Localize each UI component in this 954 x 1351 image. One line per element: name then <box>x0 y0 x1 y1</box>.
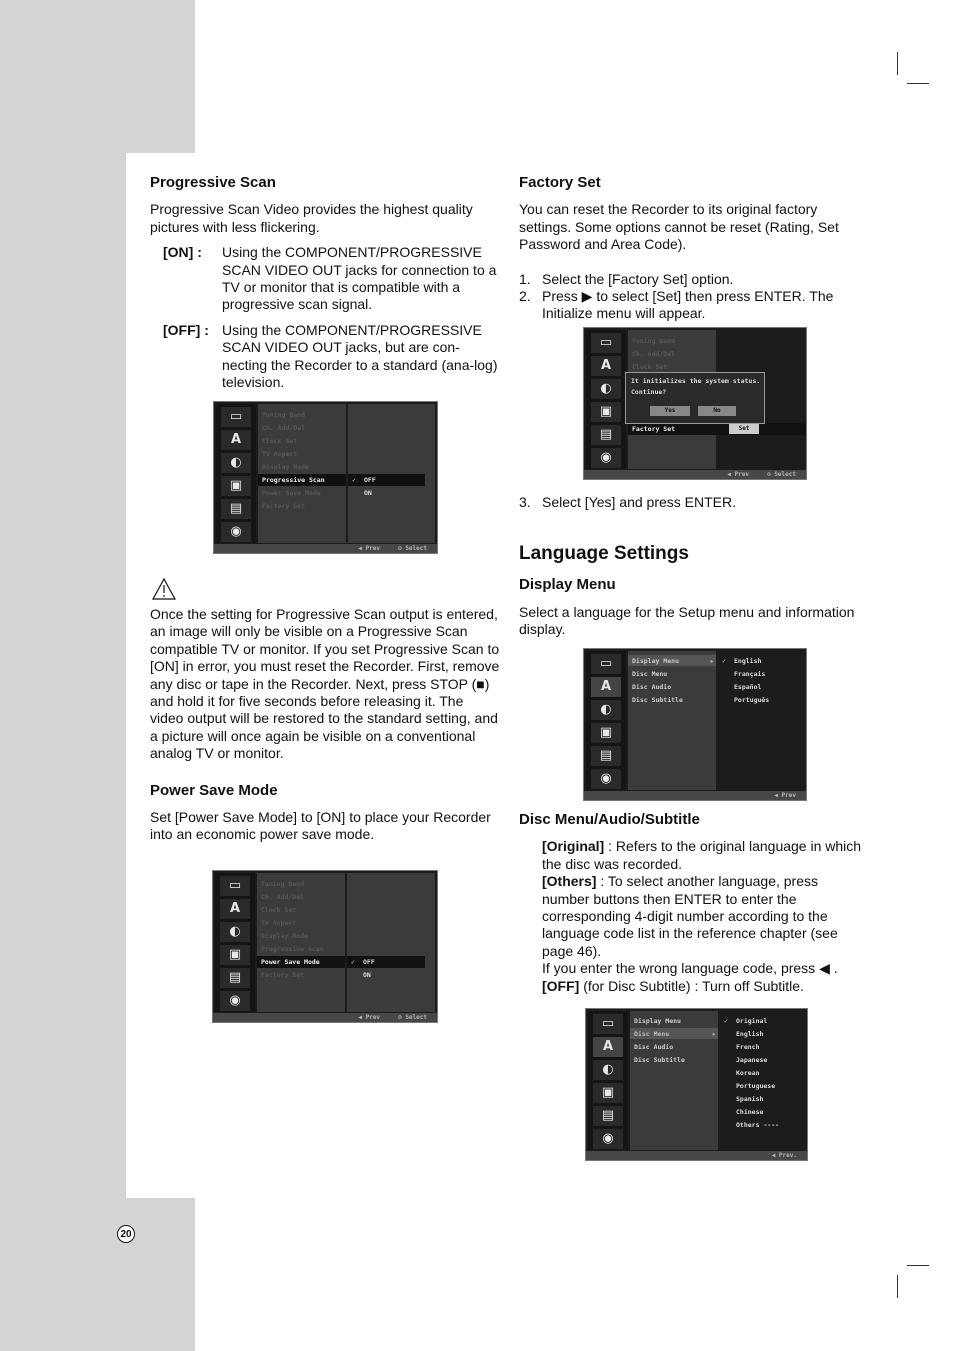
menu-item: Display Mode <box>262 463 309 471</box>
margin-band-bottom <box>0 1198 195 1351</box>
check-icon: ✓ <box>724 1017 728 1025</box>
highlight-bar <box>347 956 425 968</box>
power-save-text: Set [Power Save Mode] to [ON] to place your Recorder into an economic power save mode. <box>150 809 491 843</box>
lock-icon: ▣ <box>220 945 250 965</box>
language-icon: A <box>593 1037 623 1057</box>
no-button: No <box>698 406 736 416</box>
check-icon: ✓ <box>352 476 356 484</box>
wrong-code-note: If you enter the wrong language code, press ◀ . <box>542 960 838 977</box>
warning-icon <box>152 578 176 600</box>
language-option: Korean <box>736 1069 760 1077</box>
audio-icon: ◐ <box>591 379 621 399</box>
progressive-scan-intro: Progressive Scan Video provides the highest quality pictures with less flickering. <box>150 201 473 235</box>
tv-icon: ▭ <box>591 654 621 674</box>
icon-strip <box>588 1011 628 1150</box>
menu-item: Disc Audio <box>634 1043 674 1051</box>
menu-item: Disc Menu <box>632 670 668 678</box>
menu-item: Disc Subtitle <box>634 1056 685 1064</box>
language-option: Others ---- <box>736 1121 780 1129</box>
menu-item: Display Menu <box>634 1017 681 1025</box>
screen-footer: ◀ Prev. <box>586 1151 807 1160</box>
tv-icon: ▭ <box>593 1014 623 1034</box>
crop-mark <box>907 1265 929 1266</box>
right-column <box>519 174 859 323</box>
menu-item: Ch. Add/Del <box>262 424 306 432</box>
menu-item: Power Save Mode <box>262 489 321 497</box>
language-option: English <box>734 657 762 665</box>
setup-menu-list <box>258 404 346 543</box>
language-option: English <box>736 1030 764 1038</box>
film-icon: ▤ <box>593 1106 623 1126</box>
option-on-key: [ON] : <box>163 244 202 261</box>
menu-item-selected: Factory Set <box>632 425 676 433</box>
screen-progressive-scan <box>213 401 438 554</box>
language-menu-list <box>628 651 716 790</box>
set-button: Set <box>729 424 759 434</box>
highlight-bar <box>348 474 425 486</box>
dialog-message: It initializes the system status. <box>631 377 761 385</box>
screen-display-menu <box>583 648 807 801</box>
menu-item: Disc Audio <box>632 683 672 691</box>
yes-button: Yes <box>650 406 690 416</box>
menu-item: TV Aspect <box>261 919 297 927</box>
icon-strip <box>586 651 626 790</box>
disc-icon: ◉ <box>220 991 250 1011</box>
menu-item-selected: Display Menu <box>632 657 679 665</box>
crop-mark <box>897 52 898 75</box>
factory-steps-cont <box>519 494 859 511</box>
option-value: ON <box>363 971 371 979</box>
menu-item: Clock Set <box>262 437 298 445</box>
step-1: 1. Select the [Factory Set] option. <box>519 270 734 287</box>
arrow-right-icon: ▸ <box>710 657 714 665</box>
check-icon: ✓ <box>351 958 355 966</box>
original-option: [Original] : Refers to the original language in which the disc was recorded. <box>542 838 862 872</box>
menu-item: Display Mode <box>261 932 308 940</box>
lock-icon: ▣ <box>591 402 621 422</box>
lock-icon: ▣ <box>591 723 621 743</box>
factory-steps <box>519 271 859 323</box>
menu-item: Clock Set <box>261 906 297 914</box>
audio-icon: ◐ <box>593 1060 623 1080</box>
disc-icon: ◉ <box>591 769 621 789</box>
language-section <box>519 545 859 639</box>
language-option: Japanese <box>736 1056 768 1064</box>
menu-item: Tuning Band <box>632 337 676 345</box>
language-option: Spanish <box>736 1095 764 1103</box>
language-option: Português <box>734 696 770 704</box>
screen-footer: ◀ Prev ⊙ Select <box>584 470 806 479</box>
language-option: Français <box>734 670 766 678</box>
screen-disc-menu <box>585 1008 808 1161</box>
menu-item-selected: Disc Menu <box>634 1030 670 1038</box>
disc-icon: ◉ <box>593 1129 623 1149</box>
arrow-right-icon: ▸ <box>712 1030 716 1038</box>
audio-icon: ◐ <box>220 922 250 942</box>
step-3 <box>519 494 859 511</box>
tv-icon: ▭ <box>221 407 251 427</box>
icon-strip <box>216 404 256 543</box>
language-icon: A <box>591 356 621 376</box>
progressive-scan-heading: Progressive Scan <box>150 174 276 191</box>
menu-item: Factory Set <box>262 502 306 510</box>
disc-icon: ◉ <box>591 448 621 468</box>
margin-band-top <box>0 0 195 153</box>
language-menu-list <box>630 1011 718 1150</box>
options-panel <box>718 651 804 790</box>
language-option: Portuguese <box>736 1082 776 1090</box>
option-off-key: [OFF] : <box>163 321 209 338</box>
left-column <box>150 174 500 391</box>
disc-menu-heading: Disc Menu/Audio/Subtitle <box>519 811 700 828</box>
menu-item-selected: Power Save Mode <box>261 958 320 966</box>
tv-icon: ▭ <box>591 333 621 353</box>
off-option: [OFF] (for Disc Subtitle) : Turn off Subtitle. <box>542 977 804 994</box>
disc-icon: ◉ <box>221 522 251 542</box>
audio-icon: ◐ <box>591 700 621 720</box>
options-panel <box>348 404 435 543</box>
caution-text: Once the setting for Progressive Scan output is entered, an image will only be visible on a Progressive Scan compatible TV or monitor. If you set Progressive Scan to [ON] in error, you must reset the Recorder. First, remove any disc or tape in the Recorder. Next, press STOP (■) and hold it for five seconds before releasing it. The video output will be restored to the standard setting, and a picture will once again be visible on a conventional analog TV or monitor. <box>150 606 500 762</box>
menu-item: Factory Set <box>261 971 305 979</box>
setup-menu-list <box>257 873 345 1012</box>
page-number: 20 <box>117 1225 135 1243</box>
margin-band-left <box>0 153 126 1198</box>
screen-factory-set <box>583 327 807 480</box>
crop-mark <box>897 1275 898 1298</box>
options-panel <box>347 873 435 1012</box>
options-panel <box>720 1011 805 1150</box>
menu-item: Ch. Add/Del <box>632 350 676 358</box>
language-option: Original <box>736 1017 768 1025</box>
language-icon: A <box>221 430 251 450</box>
screen-footer: ◀ Prev <box>584 791 806 800</box>
left-column-lower <box>150 606 500 844</box>
film-icon: ▤ <box>220 968 250 988</box>
lock-icon: ▣ <box>593 1083 623 1103</box>
dialog-question: Continue? <box>631 388 667 396</box>
factory-set-heading: Factory Set <box>519 174 601 191</box>
menu-item: TV Aspect <box>262 450 298 458</box>
crop-mark <box>907 83 929 84</box>
menu-item: Disc Subtitle <box>632 696 683 704</box>
step-2: 2. Press ▶ to select [Set] then press ENTER. The Initialize menu will appear. <box>519 288 834 322</box>
tv-icon: ▭ <box>220 876 250 896</box>
language-icon: A <box>591 677 621 697</box>
menu-item: Ch. Add/Del <box>261 893 305 901</box>
step-3-item: 3. Select [Yes] and press ENTER. <box>519 494 737 510</box>
option-on-text: Using the COMPONENT/PROGRESSIVE SCAN VIDEO OUT jacks for connection to a TV or monitor that is compatible with a progressive scan signal. <box>222 244 497 313</box>
language-icon: A <box>220 899 250 919</box>
film-icon: ▤ <box>221 499 251 519</box>
disc-menu-options <box>519 838 864 995</box>
display-menu-text: Select a language for the Setup menu and information display. <box>519 603 855 638</box>
option-value: OFF <box>363 958 375 966</box>
menu-item: Tuning Band <box>262 411 306 419</box>
option-value: ON <box>364 489 372 497</box>
lock-icon: ▣ <box>221 476 251 496</box>
icon-strip <box>215 873 255 1012</box>
screen-power-save <box>212 870 438 1023</box>
language-option: Español <box>734 683 762 691</box>
film-icon: ▤ <box>591 746 621 766</box>
language-option: French <box>736 1043 760 1051</box>
film-icon: ▤ <box>591 425 621 445</box>
option-on <box>150 244 500 314</box>
factory-set-intro: You can reset the Recorder to its original factory settings. Some options cannot be reset (Rating, Set Password and Area Code). <box>519 201 839 253</box>
others-option: [Others] : To select another language, press number buttons then ENTER to enter the corresponding 4-digit number according to the language code list in the reference chapter (see page 46). <box>542 873 838 959</box>
check-icon: ✓ <box>722 657 726 665</box>
initialize-dialog <box>625 372 765 424</box>
display-menu-heading: Display Menu <box>519 576 616 594</box>
screen-footer: ◀ Prev ⊙ Select <box>214 544 437 553</box>
icon-strip <box>586 330 626 469</box>
power-save-heading: Power Save Mode <box>150 781 278 799</box>
menu-item: Clock Set <box>632 363 668 371</box>
language-settings-heading: Language Settings <box>519 543 689 564</box>
option-off <box>150 322 500 392</box>
option-value: OFF <box>364 476 376 484</box>
menu-item: Tuning Band <box>261 880 305 888</box>
language-option: Chinese <box>736 1108 764 1116</box>
audio-icon: ◐ <box>221 453 251 473</box>
option-off-text: Using the COMPONENT/PROGRESSIVE SCAN VIDEO OUT jacks, but are con-necting the Recorder to a standard (ana-log) television. <box>222 321 498 391</box>
screen-footer: ◀ Prev ⊙ Select <box>213 1013 437 1022</box>
menu-item: Progressive Scan <box>261 945 324 953</box>
disc-menu-section <box>519 811 864 995</box>
menu-item-selected: Progressive Scan <box>262 476 325 484</box>
